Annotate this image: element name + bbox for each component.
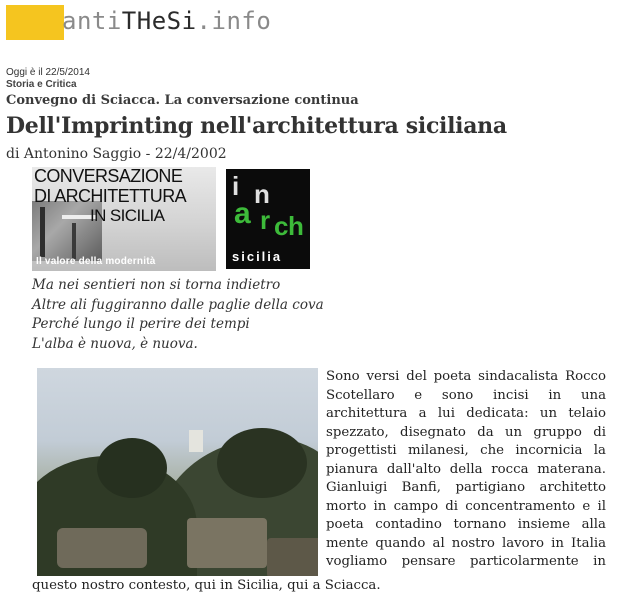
- section-label[interactable]: Storia e Critica: [6, 79, 77, 90]
- inarch-letter-h: h: [288, 211, 304, 241]
- poem-quote: [32, 276, 324, 354]
- body-line: Scotellaro e sono incisi in una: [326, 387, 606, 403]
- poem-line: Perché lungo il perire dei tempi: [32, 316, 250, 332]
- site-masthead: [0, 0, 636, 44]
- poem-line: Ma nei sentieri non si torna indietro: [32, 277, 281, 293]
- inarch-letter-c: c: [274, 211, 289, 241]
- body-line: progettisti milanesi, che incornicia la: [326, 443, 606, 458]
- body-tail-line: questo nostro contesto, qui in Sicilia, qui a Sciacca.: [32, 578, 381, 593]
- article-body: [326, 368, 606, 572]
- inarch-subtitle: sicilia: [232, 249, 283, 264]
- body-line: Gianluigi Banfi, partigiano architetto: [326, 480, 606, 495]
- inarch-letters: [230, 173, 306, 245]
- body-line: architettura a lui dedicata: un telaio: [326, 406, 606, 421]
- logo-accent-block: [6, 5, 64, 40]
- banner-line-1: CONVERSAZIONE: [34, 167, 183, 186]
- inarch-letter-r: r: [260, 205, 271, 235]
- body-line: Sono versi del poeta sindacalista Rocco: [326, 369, 606, 384]
- logo-part-thesi: THeSi: [121, 7, 197, 35]
- body-line: pianura dall'alto della rocca materana.: [326, 461, 606, 477]
- site-logo[interactable]: [62, 6, 271, 36]
- article-title: Dell'Imprinting nell'architettura siciliana: [6, 113, 507, 139]
- body-line: poeta contadino tornano insieme alla: [326, 517, 606, 532]
- body-line: vogliamo pensare particolarmente in: [326, 554, 606, 569]
- body-line: morto in campo di concentramento e il: [326, 498, 606, 514]
- logo-part-anti: anti: [62, 7, 122, 35]
- article-byline: di Antonino Saggio - 22/4/2002: [6, 146, 227, 162]
- banner-line-3: IN SICILIA: [90, 206, 165, 225]
- logo-part-info: .info: [196, 7, 272, 35]
- poem-line: L'alba è nuova, è nuova.: [32, 335, 198, 352]
- body-line: spezzato, disegnato da un gruppo di: [326, 424, 606, 440]
- date-line: Oggi è il 22/5/2014: [6, 67, 90, 78]
- inarch-sicilia-logo: [226, 169, 310, 269]
- poem-line: Altre ali fuggiranno dalle paglie della cova: [32, 296, 324, 313]
- inarch-letter-a: a: [234, 197, 251, 230]
- landscape-photo: [37, 368, 318, 576]
- inarch-letter-n: n: [254, 179, 270, 209]
- banner-line-2: DI ARCHITETTURA: [34, 186, 187, 206]
- conversazione-logo: [32, 167, 216, 271]
- inarch-letter-i: i: [232, 171, 240, 201]
- body-line: mente quando al nostro lavoro in Italia: [326, 535, 606, 551]
- banner-tagline: Il valore della modernità: [36, 256, 156, 267]
- article-subtitle: Convegno di Sciacca. La conversazione continua: [6, 93, 359, 108]
- conference-banner: [32, 167, 310, 271]
